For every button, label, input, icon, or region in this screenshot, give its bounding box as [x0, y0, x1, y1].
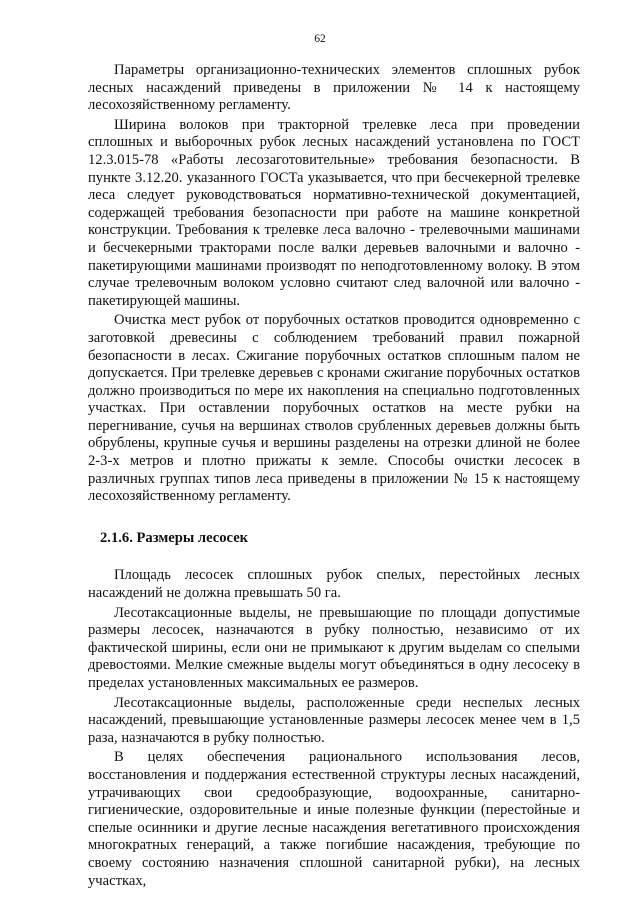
paragraph-appendix-14: Параметры организационно-технических элементов сплошных рубок лесных насаждений приведены в приложении № 14 к настоящему лесохозяйственному регламенту. [88, 62, 580, 114]
paragraph-inventory-units: Лесотаксационные выделы, не превышающие по площади допустимые размеры лесосек, назначаются в рубку полностью, независимо от их фактической ширины, если они не примыкают к другим выделам со спелыми древостоями. Мелкие смежные выделы могут объединяться в одну лесосеку в пределах установленных максимальных ее размеров. [88, 604, 580, 691]
body-text [88, 62, 580, 890]
paragraph-max-area: Площадь лесосек сплошных рубок спелых, перестойных лесных насаждений не должна превышать 50 га. [88, 567, 580, 602]
section-heading: 2.1.6. Размеры лесосек [100, 529, 249, 546]
paragraph-rational-use: В целях обеспечения рационального использования лесов, восстановления и поддержания естественной структуры лесных насаждений, утрачивающих свои средообразующие, водоохранные, санитарно-гигиенические, оздоровительные и иные полезные функции (перестойные и спелые осинники и другие лесные насаждения вегетативного происхождения многократных генераций, а также погибшие насаждения, требующие по своему состоянию назначения сплошной санитарной рубки), на лесных участках, [88, 749, 580, 889]
paragraph-immature-stands: Лесотаксационные выделы, расположенные среди неспелых лесных насаждений, превышающие установленные размеры лесосек менее чем в 1,5 раза, назначаются в рубку полностью. [88, 694, 580, 746]
page-number: 62 [314, 33, 326, 45]
paragraph-logging-residue-cleanup: Очистка мест рубок от порубочных остатков проводится одновременно с заготовкой древесины с соблюдением требований правил пожарной безопасности в лесах. Сжигание порубочных остатков сплошным палом не допускается. При трелевке деревьев с кронами сжигание порубочных остатков должно производиться по мере их накопления на специально подготовленных участках. При оставлении порубочных остатков на месте рубки на перегнивание, сучья на вершинах стволов срубленных деревьев должны быть обрублены, крупные сучья и вершины разделены на отрезки длиной не более 2-3-х метров и плотно прижаты к земле. Способы очистки лесосек в различных группах типов леса приведены в приложении № 15 к настоящему лесохозяйственному регламенту. [88, 312, 580, 505]
paragraph-skid-trail-width: Ширина волоков при тракторной трелевке леса при проведении сплошных и выборочных рубок лесных насаждений установлена по ГОСТ 12.3.015-78 «Работы лесозаготовительные» требования безопасности. В пункте 3.12.20. указанного ГОСТа указывается, что при бесчекерной трелевке леса следует руководствоваться нормативно-технической документацией, содержащей требования безопасности при работе на машине конкретной конструкции. Требования к трелевке леса валочно - трелевочными машинами и бесчекерными тракторами после валки деревьев валочными и валочно - пакетирующими машинами производят по неподготовленному волоку. В этом случае трелевочным волоком условно считают след валочной или валочно - пакетирующей машины. [88, 116, 580, 309]
